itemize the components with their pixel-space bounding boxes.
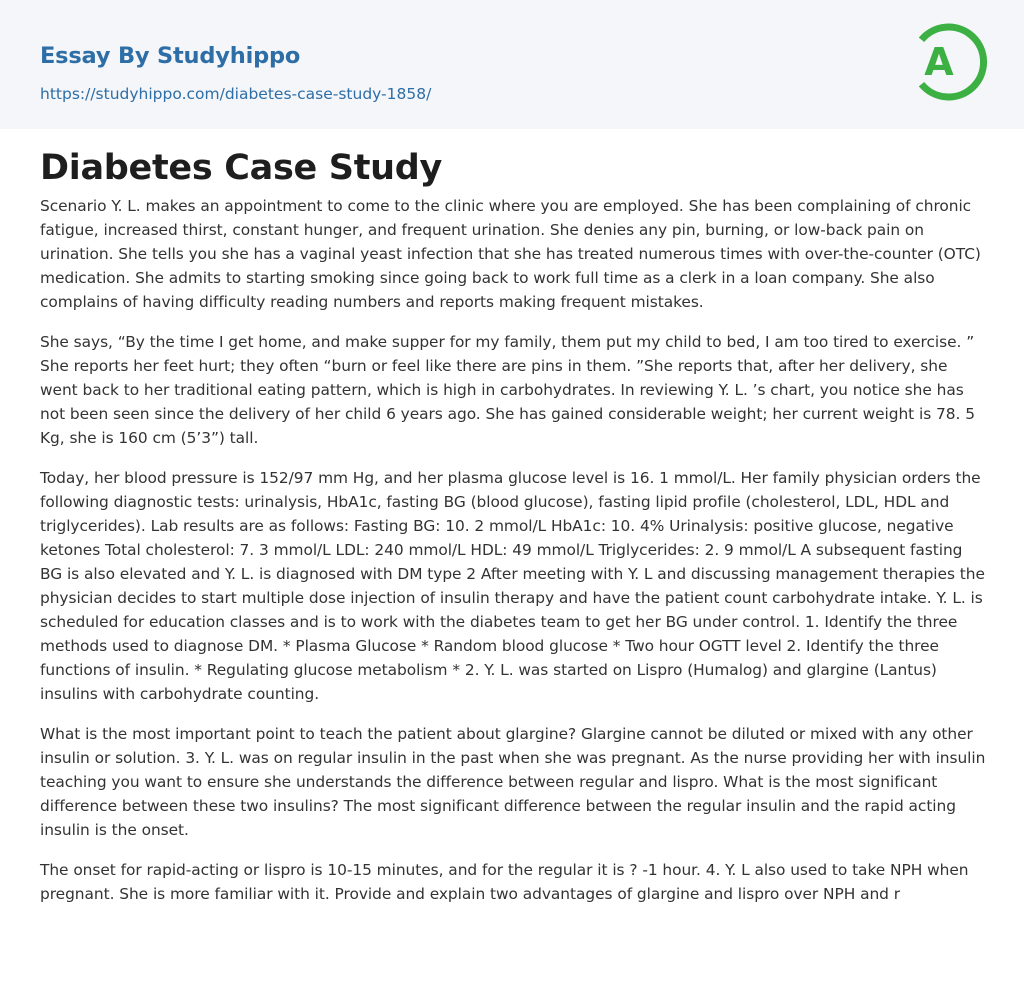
- paragraph: The onset for rapid-acting or lispro is 10-15 minutes, and for the regular it is ? -1 hour. 4. Y. L also used to take NPH when pregnant. She is more familiar with it. Provide and explain two advantages of glargine and lispro over NPH and r: [40, 861, 969, 903]
- article-body: [40, 194, 986, 922]
- logo-letter: A: [924, 40, 954, 84]
- paragraph: What is the most important point to teach the patient about glargine? Glargine cannot be diluted or mixed with any other insulin or solution. 3. Y. L. was on regular insulin in the past when she was pregnant. As the nurse providing her with insulin teaching you want to ensure she understands the difference between regular and lispro. What is the most significant difference between these two insulins? The most significant difference between the regular insulin and the rapid acting insulin is the onset.: [40, 725, 986, 839]
- logo-icon[interactable]: [910, 17, 988, 107]
- paragraph: Today, her blood pressure is 152/97 mm Hg, and her plasma glucose level is 16. 1 mmol/L. Her family physician orders the following diagnostic tests: urinalysis, HbA1c, fasting BG (blood glucose), fasting lipid profile (cholesterol, LDL, HDL and triglycerides). Lab results are as follows: Fasting BG: 10. 2 mmol/L HbA1c: 10. 4% Urinalysis: positive glucose, negative ketones Total cholesterol: 7. 3 mmol/L LDL: 240 mmol/L HDL: 49 mmol/L Triglycerides: 2. 9 mmol/L A subsequent fasting BG is also elevated and Y. L. is diagnosed with DM type 2 After meeting with Y. L and discussing management therapies the physician decides to start multiple dose injection of insulin therapy and have the patient count carbohydrate intake. Y. L. is scheduled for education classes and is to work with the diabetes team to get her BG under control. 1. Identify the three methods used to diagnose DM. * Plasma Glucose * Random blood glucose * Two hour OGTT level 2. Identify the three functions of insulin. * Regulating glucose metabolism * 2. Y. L. was started on Lispro (Humalog) and glargine (Lantus) insulins with carbohydrate counting.: [40, 469, 985, 703]
- brand-title[interactable]: Essay By Studyhippo: [40, 43, 301, 69]
- source-url-link[interactable]: https://studyhippo.com/diabetes-case-study-1858/: [40, 85, 432, 103]
- paragraph: Scenario Y. L. makes an appointment to come to the clinic where you are employed. She has been complaining of chronic fatigue, increased thirst, constant hunger, and frequent urination. She denies any pin, burning, or low-back pain on urination. She tells you she has a vaginal yeast infection that she has treated numerous times with over-the-counter (OTC) medication. She admits to starting smoking since going back to work full time as a clerk in a loan company. She also complains of having difficulty reading numbers and reports making frequent mistakes.: [40, 197, 981, 311]
- page-title: Diabetes Case Study: [40, 148, 443, 188]
- paragraph: She says, “By the time I get home, and make supper for my family, them put my child to bed, I am too tired to exercise. ” She reports her feet hurt; they often “burn or feel like there are pins in them. ”She reports that, after her delivery, she went back to her traditional eating pattern, which is high in carbohydrates. In reviewing Y. L. ’s chart, you notice she has not been seen since the delivery of her child 6 years ago. She has gained considerable weight; her current weight is 78. 5 Kg, she is 160 cm (5’3”) tall.: [40, 333, 975, 447]
